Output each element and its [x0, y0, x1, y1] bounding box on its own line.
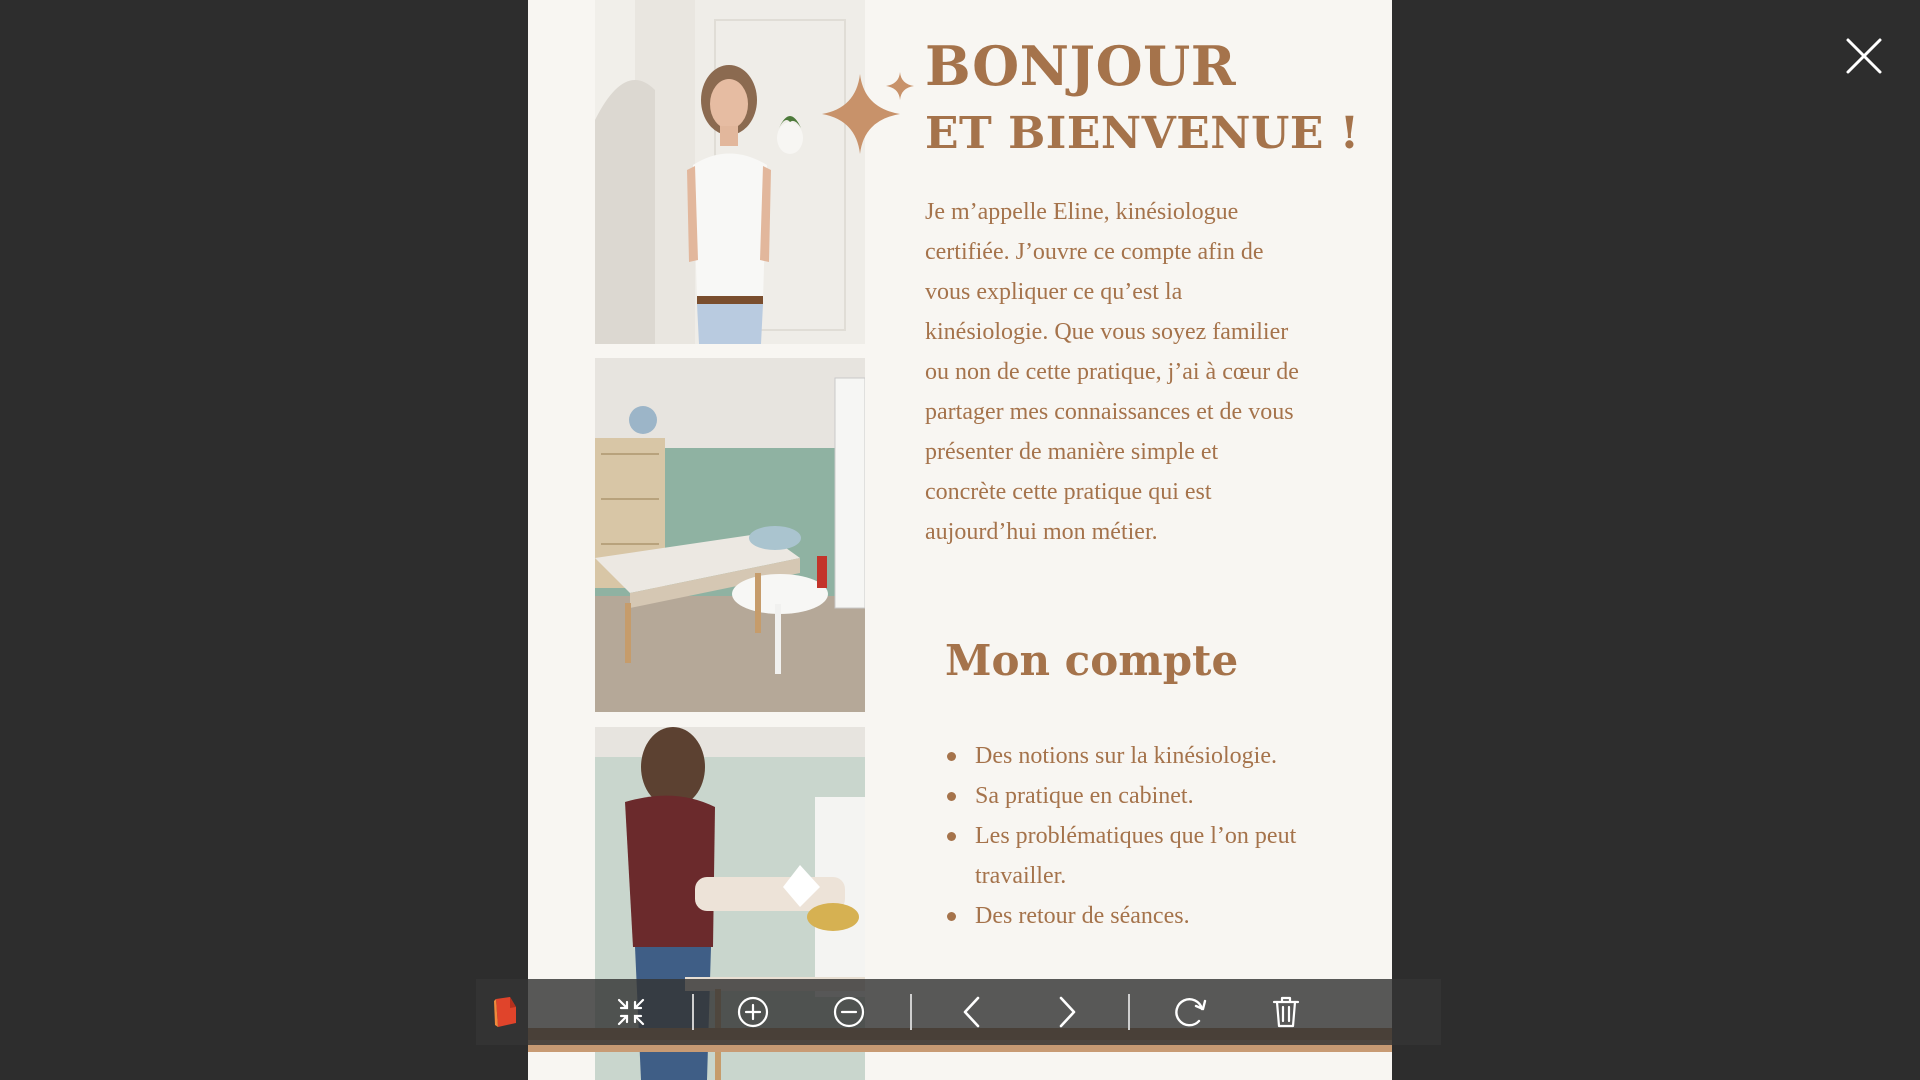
app-logo-icon	[492, 995, 520, 1029]
toolbar-divider	[692, 994, 694, 1030]
delete-button[interactable]	[1256, 979, 1316, 1045]
list-item: Sa pratique en cabinet.	[945, 776, 1335, 816]
exit-fullscreen-button[interactable]	[601, 979, 661, 1045]
photo-treatment-room	[595, 358, 865, 712]
sparkle-icon	[820, 64, 920, 164]
document-page	[528, 0, 1392, 1080]
title-bienvenue: ET BIENVENUE !	[925, 108, 1360, 159]
chevron-left-icon	[960, 995, 984, 1029]
intro-paragraph: Je m’appelle Eline, kinésiologue certifiée. J’ouvre ce compte afin de vous expliquer ce qu’est la kinésiologie. Que vous soyez familier ou non de cette pratique, j’ai à cœur de partager mes connaissances et de vous présenter de manière simple et concrète cette pratique qui est aujourd’hui mon métier.	[925, 199, 1299, 545]
rotate-button[interactable]	[1160, 979, 1220, 1045]
list-item: Des retour de séances.	[945, 896, 1335, 936]
list-item: Les problématiques que l’on peut travailler.	[945, 816, 1335, 896]
zoom-in-icon	[736, 995, 770, 1029]
title-bonjour: BONJOUR	[925, 34, 1237, 98]
toolbar-divider	[910, 994, 912, 1030]
section-title-mon-compte: Mon compte	[945, 636, 1239, 685]
chevron-right-icon	[1055, 995, 1079, 1029]
photo-portrait	[595, 0, 865, 344]
zoom-out-button[interactable]	[819, 979, 879, 1045]
account-topics-list	[925, 736, 1335, 936]
list-item: Des notions sur la kinésiologie.	[945, 736, 1335, 776]
close-button[interactable]	[1842, 34, 1886, 78]
exit-fullscreen-icon	[616, 997, 646, 1027]
rotate-icon	[1172, 995, 1208, 1029]
trash-icon	[1271, 995, 1301, 1029]
zoom-out-icon	[832, 995, 866, 1029]
viewer-toolbar	[476, 979, 1441, 1045]
previous-button[interactable]	[942, 979, 1002, 1045]
close-icon	[1842, 34, 1886, 78]
zoom-in-button[interactable]	[723, 979, 783, 1045]
toolbar-divider	[1128, 994, 1130, 1030]
next-button[interactable]	[1037, 979, 1097, 1045]
app-logo-button[interactable]	[476, 979, 536, 1045]
